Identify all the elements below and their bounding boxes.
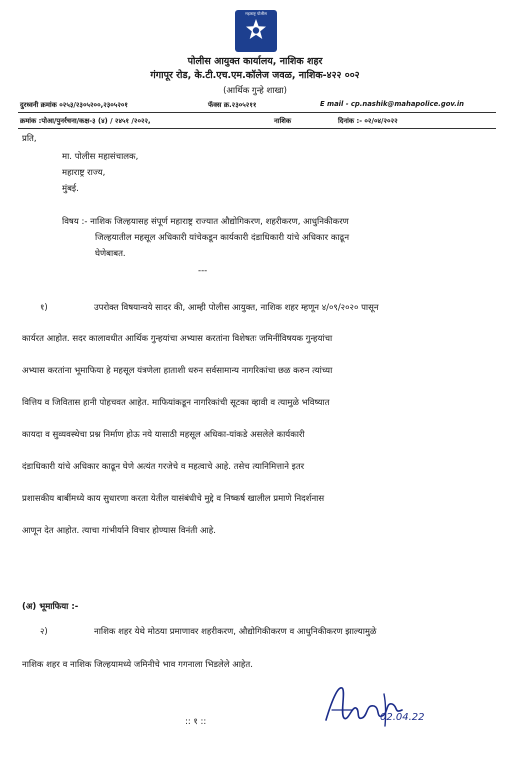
para1-line: अभ्यास करतांना भूमाफिया हे महसूल यंत्रणेला हाताशी धरुन सर्वसामान्य नागरिकांचा छळ करुन त्यांच्या — [22, 366, 333, 376]
police-emblem-logo — [235, 10, 277, 52]
email-address: E mail - cp.nashik@mahapolice.gov.in — [320, 100, 464, 108]
divider-top — [18, 112, 496, 113]
para1-line: उपरोक्त विषयान्वये सादर की, आम्ही पोलीस आयुक्त, नाशिक शहर म्हणून ४/०९/२०२० पासून — [94, 303, 379, 313]
office-address: गंगापूर रोड, के.टी.एच.एम.कॉलेज जवळ, नाशिक-४२२ ००२ — [150, 70, 360, 81]
reference-place: नाशिक — [274, 117, 292, 125]
para1-line: प्रशासकीय बाबींमध्ये काय सुधारणा करता येतील यासंबंधीचे मुद्दे व निष्कर्ष खालील प्रमाणे निदर्शनास — [22, 494, 325, 504]
recipient-line-2: महाराष्ट्र राज्य, — [62, 168, 106, 178]
para1-line: कार्यरत आहोत. सदर कालावधीत आर्थिक गुन्हयांचा अभ्यास करतांना विशेषतः जमिनींविषयक गुन्हयांचा — [22, 334, 333, 344]
star-icon — [244, 18, 268, 42]
para2-line: नाशिक शहर व नाशिक जिल्हयामध्ये जमिनीचे भाव गगनाला भिडलेले आहेत. — [22, 660, 253, 670]
subject-line-3: घेणेबाबत. — [95, 249, 126, 259]
para1-number: १) — [40, 303, 48, 313]
subject-line-1: विषय :- नाशिक जिल्हयासह संपूर्ण महाराष्ट्र राज्यात औद्योगिकरण, शहरीकरण, आधुनिकीकरण — [62, 217, 349, 227]
emblem-label: महाराष्ट्र पोलीस — [245, 11, 267, 16]
phone-number: दुरध्वनी क्रमांक ०२५३/२३०५२००,२३०५२०१ — [20, 101, 128, 109]
para2-line: नाशिक शहर येथे मोठया प्रमाणावर शहरीकरण, औद्योगिकीकरण व आधुनिकीकरण झाल्यामुळे — [94, 627, 377, 637]
para1-line: आणून देत आहोत. त्याचा गांभीर्याने विचार होण्यास विनंती आहे. — [22, 526, 216, 536]
divider-bottom — [18, 128, 496, 129]
para2-number: २) — [40, 627, 48, 637]
section-a-heading: (अ) भूमाफिया :- — [22, 602, 79, 612]
reference-number: क्रमांक :पोआ/पुनर्रचना/कक्ष-३ (४) / २४५१ /२०२२, — [20, 117, 151, 125]
recipient-line-1: मा. पोलीस महासंचालक, — [62, 152, 139, 162]
recipient-line-3: मुंबई. — [62, 184, 79, 194]
fax-number: फॅक्स क्र.२३०५२११ — [208, 101, 257, 109]
para1-line: वित्तिय व जिवितास हानी पोहचवत आहेत. माफियांकडून नागरिकांची सूटका व्हावी व त्यामुळे भविष्यात — [22, 398, 330, 408]
recipient-prati: प्रति, — [22, 134, 37, 144]
signature-date: 02.04.22 — [380, 712, 425, 723]
subject-line-2: जिल्हयातील महसूल अधिकारी यांचेकडून कार्यकारी दंडाधिकारी यांचे अधिकार काढून — [95, 233, 350, 243]
subject-separator: --- — [198, 266, 208, 276]
para1-line: दंडाधिकारी यांचे अधिकार काढून घेणे अत्यंत गरजेचे व महत्वाचे आहे. तसेच त्यानिमित्ताने इतर — [22, 462, 305, 472]
handwritten-signature — [322, 680, 462, 740]
page-marker: :: १ :: — [185, 717, 207, 727]
office-name: पोलीस आयुक्त कार्यालय, नाशिक शहर — [187, 56, 323, 67]
branch-name: (आर्थिक गुन्हे शाखा) — [223, 86, 287, 96]
para1-line: कायदा व सुव्यवस्थेचा प्रश्न निर्माण होऊ नये यासाठी महसूल अधिका-यांकडे असलेले कार्यकारी — [22, 430, 305, 440]
reference-date: दिनांक :- ०२/०४/२०२२ — [338, 117, 398, 125]
